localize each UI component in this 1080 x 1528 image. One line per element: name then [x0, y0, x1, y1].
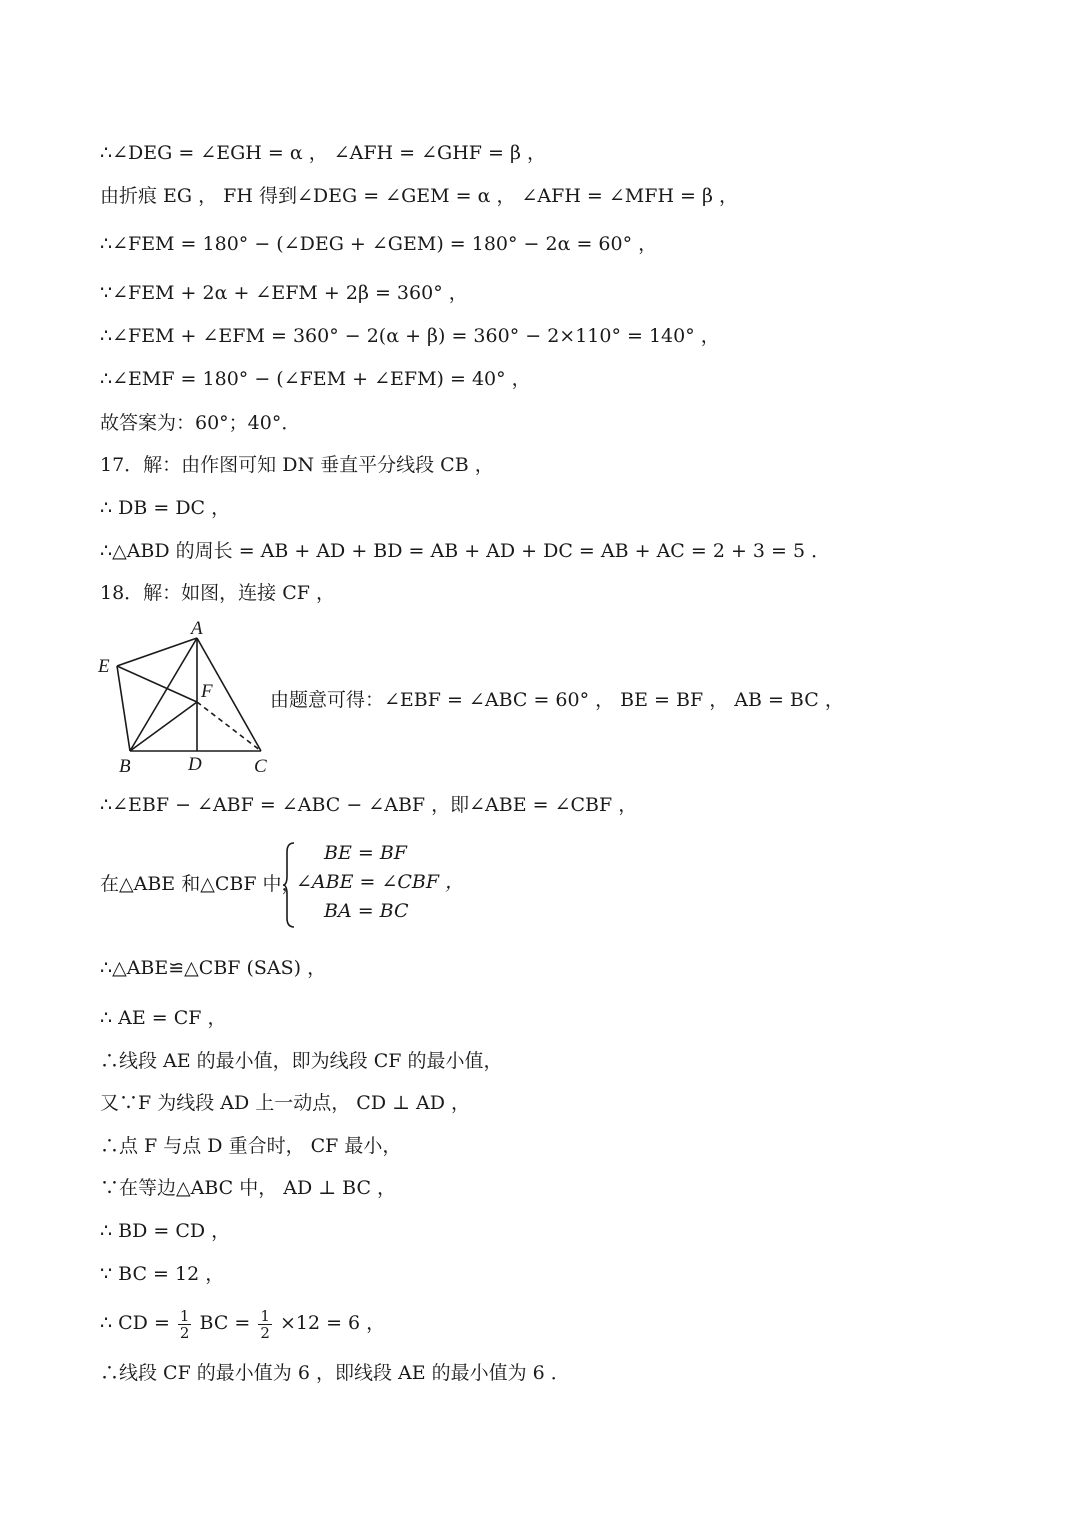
- cd-suffix: ×12 = 6 ，: [279, 1312, 386, 1334]
- figure-caption: 由题意可得：∠EBF = ∠ABC = 60° ， BE = BF ， AB = BC ，: [270, 689, 844, 711]
- segment-AB: [130, 638, 197, 751]
- fraction-one-half: $\frac{1}{2}$: [179, 1306, 190, 1342]
- left-brace-icon: [282, 842, 296, 928]
- segment-EA: [117, 638, 197, 666]
- problem-18-heading: 18．解：如图，连接 CF ，: [100, 582, 335, 604]
- text-line: 由折痕 EG ， FH 得到∠DEG = ∠GEM = α ， ∠AFH = ∠MFH = β ，: [100, 185, 739, 207]
- text-line: ∴∠FEM = 180° − (∠DEG + ∠GEM) = 180° − 2α = 60° ，: [100, 233, 658, 255]
- text-line: ∴ BD = CD ，: [100, 1220, 231, 1242]
- text-line: ∵在等边△ABC 中， AD ⊥ BC ，: [100, 1177, 397, 1199]
- segment-CF-dashed: [197, 702, 261, 751]
- cd-prefix: ∴ CD =: [100, 1312, 170, 1334]
- fraction-one-half: $\frac{1}{2}$: [260, 1306, 270, 1342]
- system-row: BE = BF: [324, 842, 407, 864]
- text-line: ∴ AE = CF ，: [100, 1007, 227, 1029]
- text-line: ∴△ABD 的周长 = AB + AD + BD = AB + AD + DC = AB + AC = 2 + 3 = 5 ．: [100, 540, 831, 562]
- cd-middle: BC =: [199, 1312, 251, 1334]
- system-row: BA = BC: [324, 900, 409, 922]
- conclusion-line: ∴线段 CF 的最小值为 6 ，即线段 AE 的最小值为 6 ．: [100, 1362, 570, 1384]
- text-line: 又∵F 为线段 AD 上一动点， CD ⊥ AD ，: [100, 1092, 471, 1114]
- point-label-F: F: [201, 681, 213, 702]
- segment-BF: [130, 702, 197, 751]
- segment-EB: [117, 666, 130, 751]
- point-label-C: C: [254, 756, 267, 777]
- text-line: ∵ BC = 12 ，: [100, 1263, 225, 1285]
- text-line: ∴∠DEG = ∠EGH = α ， ∠AFH = ∠GHF = β ，: [100, 142, 546, 164]
- text-line: ∴∠EMF = 180° − (∠FEM + ∠EFM) = 40° ，: [100, 368, 531, 390]
- system-row: ∠ABE = ∠CBF ，: [296, 871, 465, 893]
- point-label-B: B: [119, 756, 131, 777]
- text-line: 故答案为：60°；40°．: [100, 412, 301, 434]
- text-line: ∴△ABE≌△CBF (SAS) ，: [100, 957, 327, 979]
- system-lead-text: 在△ABE 和△CBF 中，: [100, 873, 301, 895]
- text-line: ∴线段 AE 的最小值，即为线段 CF 的最小值，: [100, 1050, 503, 1072]
- segment-EF: [117, 666, 197, 702]
- text-line: ∴∠FEM + ∠EFM = 360° − 2(α + β) = 360° − 2×110° = 140° ，: [100, 325, 720, 347]
- text-line: ∵∠FEM + 2α + ∠EFM + 2β = 360° ，: [100, 282, 468, 304]
- text-line: ∴∠EBF − ∠ABF = ∠ABC − ∠ABF ，即∠ABE = ∠CBF ，: [100, 794, 638, 816]
- point-label-D: D: [188, 754, 202, 775]
- problem-17-heading: 17．解：由作图可知 DN 垂直平分线段 CB ，: [100, 454, 494, 476]
- geometry-figure: [95, 618, 280, 778]
- text-line: ∴点 F 与点 D 重合时， CF 最小，: [100, 1135, 402, 1157]
- point-label-A: A: [191, 618, 203, 639]
- text-line: ∴ DB = DC ，: [100, 497, 231, 519]
- cd-calculation-line: [100, 1305, 385, 1341]
- point-label-E: E: [98, 656, 110, 677]
